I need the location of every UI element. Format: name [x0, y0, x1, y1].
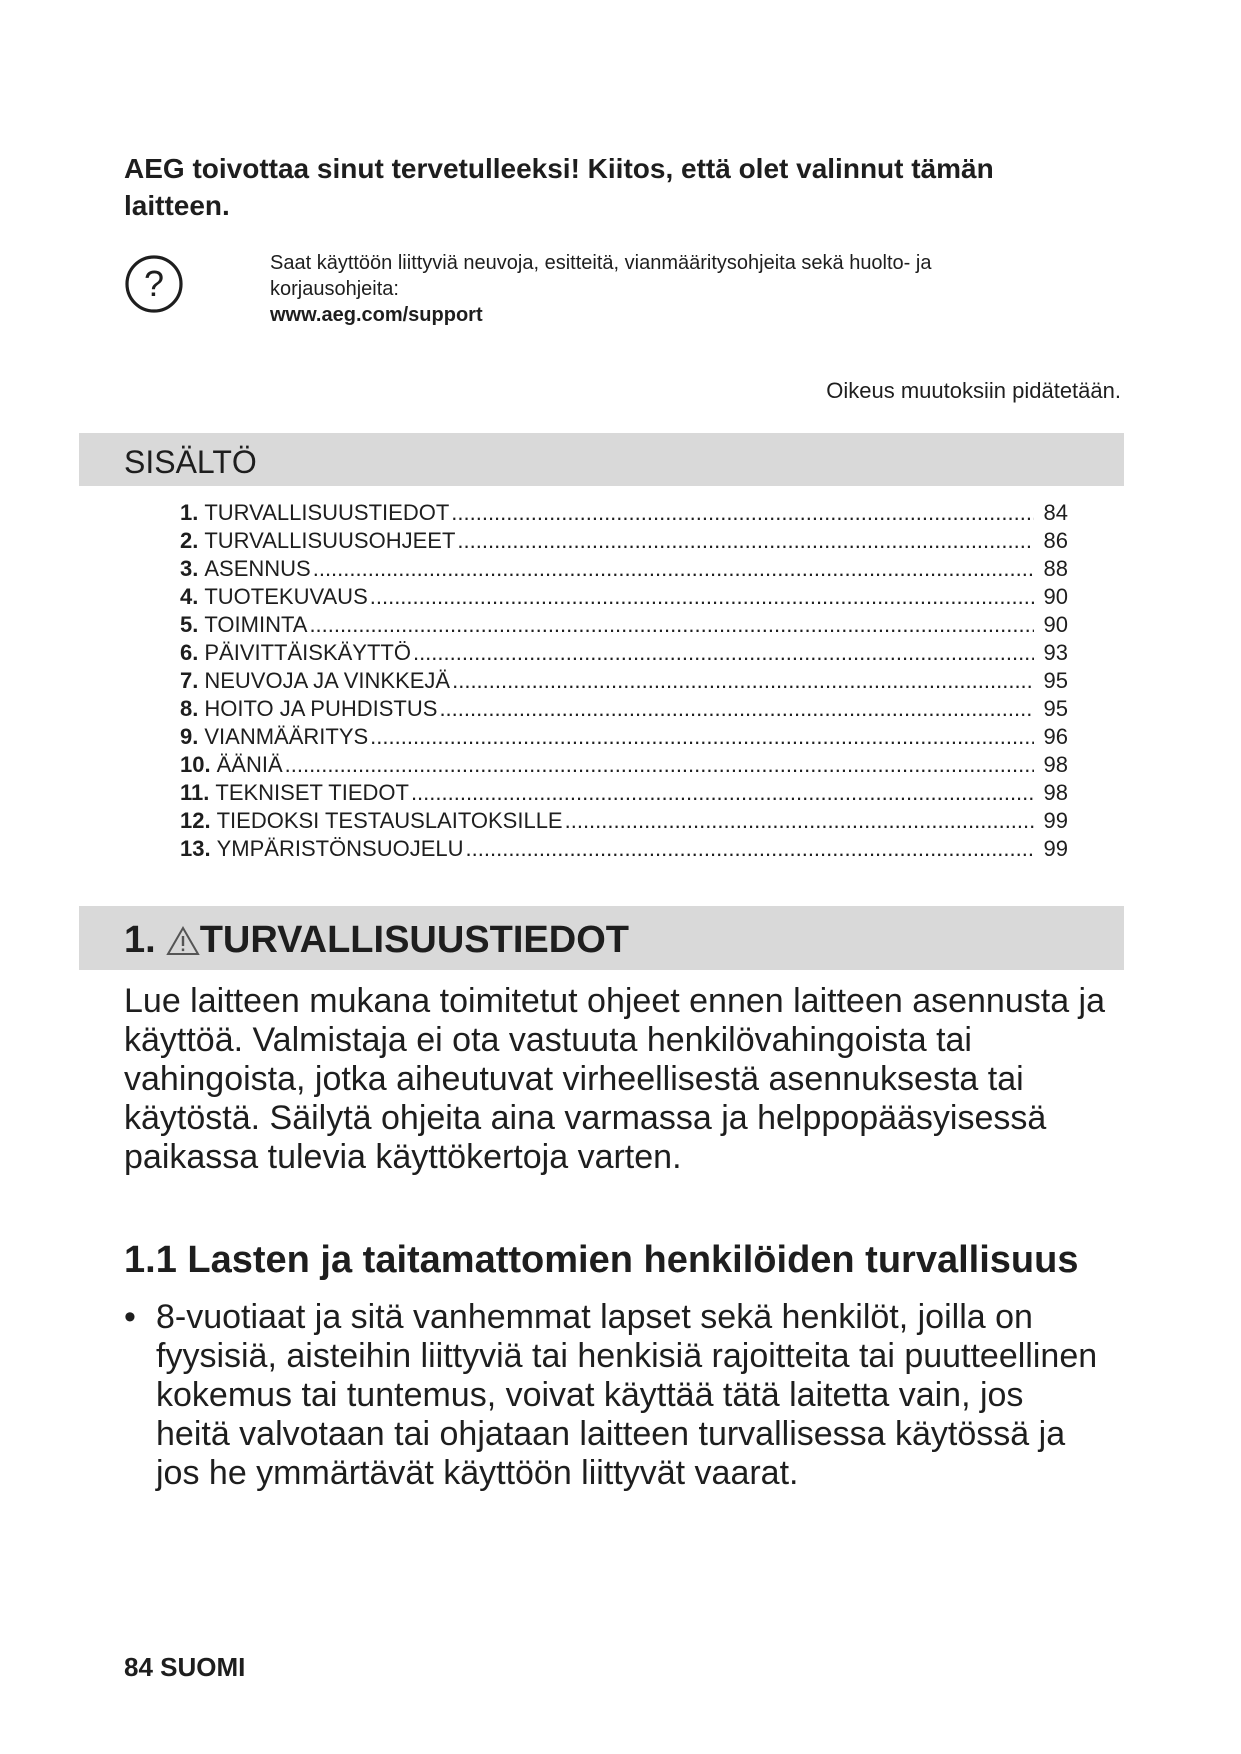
- toc-entry-page: 99: [1043, 808, 1068, 833]
- toc-entry[interactable]: [180, 807, 1068, 835]
- question-circle-icon: [124, 254, 184, 314]
- toc-list: [180, 499, 1068, 863]
- toc-entry-label: TOIMINTA: [204, 612, 308, 637]
- section-title-text: TURVALLISUUSTIEDOT: [199, 919, 629, 961]
- toc-entry-page: 93: [1043, 640, 1068, 665]
- bullet-marker: •: [124, 1298, 136, 1336]
- section-intro: Lue laitteen mukana toimitetut ohjeet ennen laitteen asennusta ja käyttöä. Valmistaja ei ota vastuuta henkilövahingoista tai vahingoista, jotka aiheutuvat virheellisestä asennuksesta tai käytöstä. Säilytä ohjeita aina varmassa ja helppopääsyisessä paikassa tulevia käyttökertoja varten.: [124, 982, 1106, 1176]
- warning-triangle-icon: [166, 926, 200, 956]
- subsection-title: 1.1 Lasten ja taitamattomien henkilöiden turvallisuus: [124, 1239, 1079, 1281]
- toc-title: SISÄLTÖ: [124, 444, 257, 480]
- toc-leader-dots: [452, 667, 1034, 695]
- toc-entry-number: 7.: [180, 668, 199, 693]
- toc-entry-label: VIANMÄÄRITYS: [204, 724, 369, 749]
- toc-leader-dots: [285, 751, 1034, 779]
- toc-entry-page: 99: [1043, 836, 1068, 861]
- toc-leader-dots: [565, 807, 1034, 835]
- toc-header: [79, 433, 1124, 486]
- toc-leader-dots: [451, 499, 1034, 527]
- toc-entry[interactable]: [180, 667, 1068, 695]
- toc-entry-number: 13.: [180, 836, 211, 861]
- toc-entry-page: 90: [1043, 584, 1068, 609]
- toc-entry[interactable]: [180, 527, 1068, 555]
- toc-leader-dots: [411, 779, 1034, 807]
- toc-entry-label: TUOTEKUVAUS: [204, 584, 368, 609]
- svg-text:?: ?: [143, 263, 165, 304]
- toc-entry[interactable]: [180, 751, 1068, 779]
- toc-entry-number: 2.: [180, 528, 199, 553]
- toc-entry-page: 84: [1043, 500, 1068, 525]
- toc-entry-label: ASENNUS: [204, 556, 311, 581]
- toc-entry-page: 98: [1043, 780, 1068, 805]
- toc-entry-label: ÄÄNIÄ: [216, 752, 283, 777]
- toc-leader-dots: [370, 583, 1034, 611]
- toc-entry[interactable]: [180, 611, 1068, 639]
- page-footer: 84 SUOMI: [124, 1652, 246, 1682]
- list-item-text: 8-vuotiaat ja sitä vanhemmat lapset sekä henkilöt, joilla on fyysisiä, aisteihin liittyviä tai henkisiä rajoitteita tai puutteellinen kokemus tai tuntemus, voivat käyttää tätä laitetta vain, jos heitä valvotaan tai ohjataan laitteen turvallisessa käytössä ja jos he ymmärtävät käyttöön liittyvät vaarat.: [156, 1298, 1098, 1492]
- section-title: [124, 919, 629, 962]
- toc-entry-number: 3.: [180, 556, 199, 581]
- toc-entry-number: 8.: [180, 696, 199, 721]
- support-info: [270, 250, 1030, 328]
- toc-entry-page: 88: [1043, 556, 1068, 581]
- toc-leader-dots: [439, 695, 1034, 723]
- toc-entry[interactable]: [180, 499, 1068, 527]
- rights-reserved-note: Oikeus muutoksiin pidätetään.: [826, 378, 1121, 403]
- toc-entry-page: 86: [1043, 528, 1068, 553]
- toc-entry-label: PÄIVITTÄISKÄYTTÖ: [204, 640, 411, 665]
- toc-entry-number: 6.: [180, 640, 199, 665]
- toc-leader-dots: [413, 639, 1034, 667]
- toc-entry[interactable]: [180, 639, 1068, 667]
- support-text: Saat käyttöön liittyviä neuvoja, esitteitä, vianmääritysohjeita sekä huolto- ja korjausohjeita:: [270, 252, 932, 300]
- toc-entry[interactable]: [180, 695, 1068, 723]
- toc-entry[interactable]: [180, 723, 1068, 751]
- welcome-heading: AEG toivottaa sinut tervetulleeksi! Kiitos, että olet valinnut tämän laitteen.: [124, 153, 994, 221]
- support-link[interactable]: www.aeg.com/support: [270, 304, 483, 326]
- toc-entry-number: 4.: [180, 584, 199, 609]
- toc-leader-dots: [466, 835, 1034, 863]
- toc-leader-dots: [309, 611, 1034, 639]
- toc-entry-number: 5.: [180, 612, 199, 637]
- toc-entry-number: 12.: [180, 808, 211, 833]
- section-number: 1.: [124, 919, 156, 961]
- list-item: [124, 1298, 1104, 1493]
- toc-entry-label: TIEDOKSI TESTAUSLAITOKSILLE: [216, 808, 563, 833]
- toc-entry-label: NEUVOJA JA VINKKEJÄ: [204, 668, 451, 693]
- toc-entry-label: TEKNISET TIEDOT: [215, 780, 409, 805]
- toc-entry-number: 1.: [180, 500, 199, 525]
- toc-leader-dots: [370, 723, 1034, 751]
- toc-leader-dots: [313, 555, 1034, 583]
- toc-entry[interactable]: [180, 779, 1068, 807]
- toc-entry-page: 95: [1043, 696, 1068, 721]
- toc-entry[interactable]: [180, 835, 1068, 863]
- toc-entry-page: 98: [1043, 752, 1068, 777]
- toc-entry-page: 96: [1043, 724, 1068, 749]
- toc-entry-number: 9.: [180, 724, 199, 749]
- section-header: [79, 906, 1124, 970]
- toc-entry-label: TURVALLISUUSOHJEET: [204, 528, 456, 553]
- toc-entry-number: 10.: [180, 752, 211, 777]
- toc-entry-label: HOITO JA PUHDISTUS: [204, 696, 438, 721]
- toc-entry-page: 90: [1043, 612, 1068, 637]
- toc-entry[interactable]: [180, 583, 1068, 611]
- toc-leader-dots: [457, 527, 1034, 555]
- toc-entry-page: 95: [1043, 668, 1068, 693]
- toc-entry-label: YMPÄRISTÖNSUOJELU: [216, 836, 464, 861]
- toc-entry-label: TURVALLISUUSTIEDOT: [204, 500, 450, 525]
- toc-entry[interactable]: [180, 555, 1068, 583]
- toc-entry-number: 11.: [180, 780, 210, 805]
